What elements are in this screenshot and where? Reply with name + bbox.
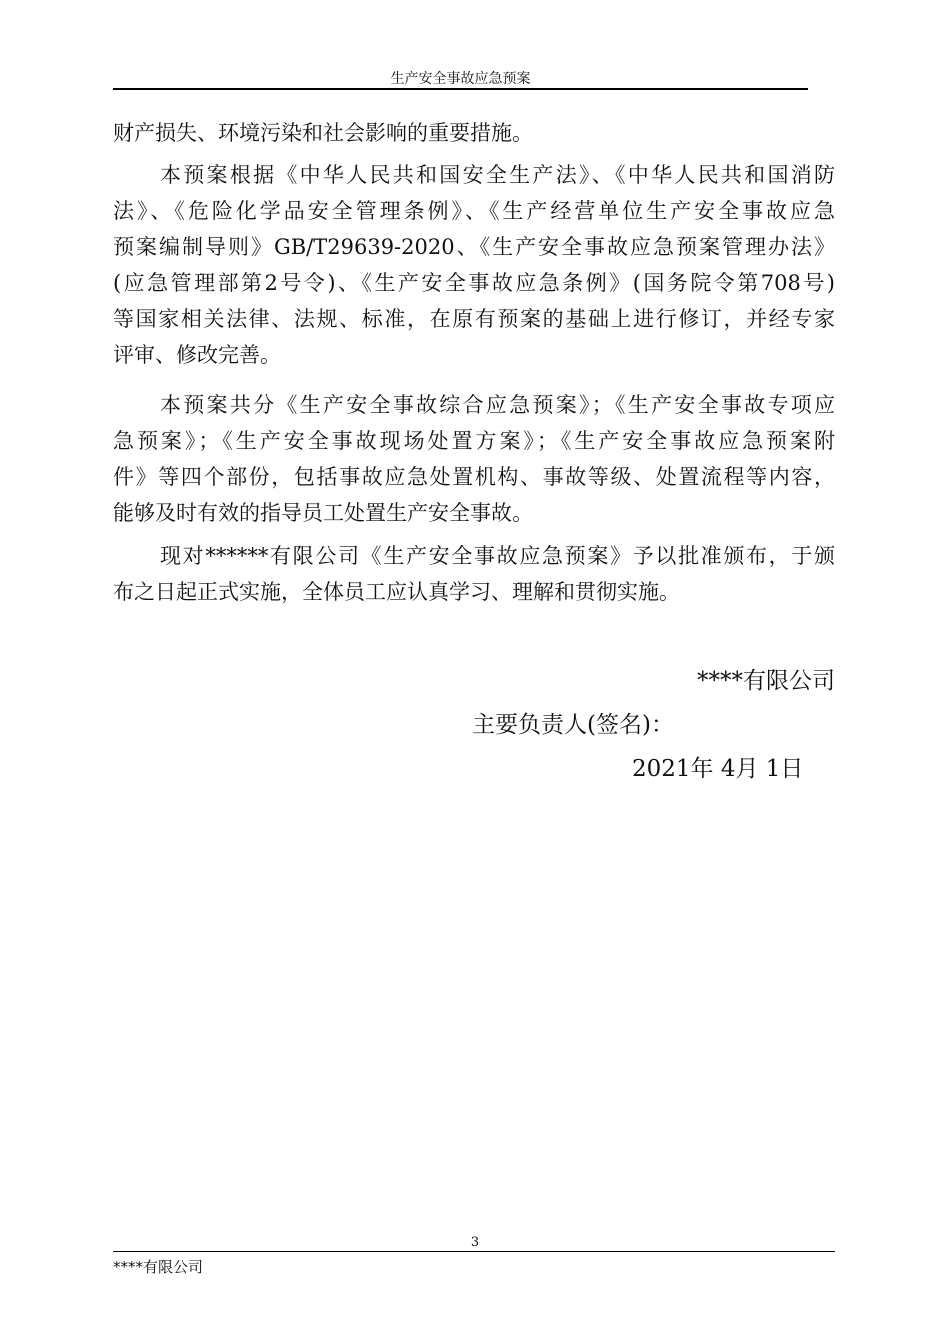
body-line: 本预案共分《生产安全事故综合应急预案》；《生产安全事故专项应	[160, 393, 835, 417]
footer-company: ****有限公司	[113, 1258, 204, 1276]
signature-date: 2021年 4月 1日	[632, 756, 804, 782]
body-line: 预案编制导则》GB/T29639-2020、《生产安全事故应急预案管理办法》	[113, 235, 835, 259]
body-line: 急预案》；《生产安全事故现场处置方案》；《生产安全事故应急预案附	[113, 429, 835, 453]
body-line: 能够及时有效的指导员工处置生产安全事故。	[113, 501, 533, 525]
body-line: 财产损失、环境污染和社会影响的重要措施。	[113, 121, 533, 145]
footer-rule	[113, 1251, 835, 1252]
page-number: 3	[470, 1235, 480, 1250]
page-header-title: 生产安全事故应急预案	[390, 71, 531, 87]
body-line: 布之日起正式实施，全体员工应认真学习、理解和贯彻实施。	[113, 580, 680, 604]
body-line: 现对******有限公司《生产安全事故应急预案》予以批准颁布，于颁	[160, 544, 835, 568]
body-line: (应急管理部第2号令)、《生产安全事故应急条例》(国务院令第708号)	[113, 271, 835, 295]
body-line: 等国家相关法律、法规、标准，在原有预案的基础上进行修订，并经专家	[113, 307, 835, 331]
body-line: 评审、修改完善。	[113, 343, 281, 367]
body-line: 本预案根据《中华人民共和国安全生产法》、《中华人民共和国消防	[160, 163, 835, 187]
body-line: 件》等四个部份，包括事故应急处置机构、事故等级、处置流程等内容，	[113, 465, 835, 489]
signature-signer-label: 主要负责人(签名)：	[472, 712, 674, 738]
signature-company: ****有限公司	[697, 668, 835, 694]
header-rule	[113, 88, 808, 90]
body-line: 法》、《危险化学品安全管理条例》、《生产经营单位生产安全事故应急	[113, 199, 835, 223]
